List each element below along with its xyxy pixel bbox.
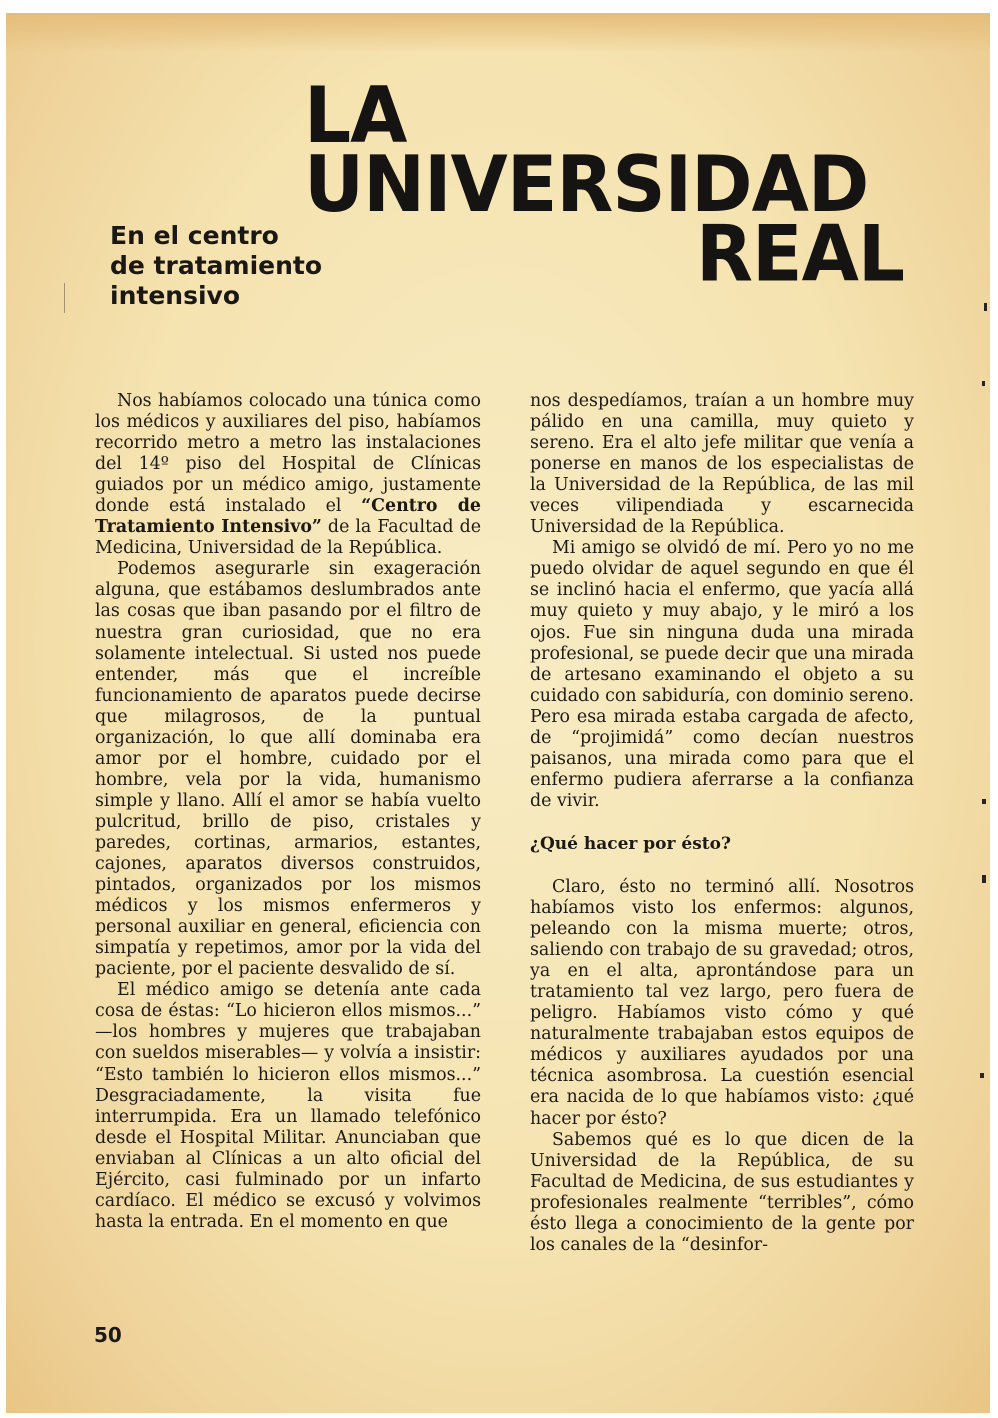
print-speck — [984, 303, 987, 311]
right-column — [530, 391, 914, 1256]
paragraph-text: de la Facultad de Medicina, Universidad de la República. — [95, 517, 481, 559]
magazine-page — [6, 13, 990, 1413]
print-speck — [64, 283, 65, 313]
subtitle-line-3: intensivo — [110, 281, 240, 310]
subtitle-line-1: En el centro — [110, 221, 279, 250]
paragraph: nos despedíamos, traían a un hombre muy pálido en una camilla, muy quieto y sereno. Era el alto jefe militar que venía a ponerse en manos de los especialistas de la Universidad de la República, de las mil veces vilipendiada y escarnecida Universidad de la República. — [530, 391, 914, 538]
article-subtitle — [110, 221, 370, 311]
paragraph: Mi amigo se olvidó de mí. Pero yo no me puedo olvidar de aquel segundo en que él se inclinó hacia el enfermo, que yacía allá muy quieto y muy abajo, y le miró a los ojos. Fue sin ninguna duda una mirada profesional, se puede decir que una mirada de artesano examinando el objeto a su cuidado con sabiduría, con dominio sereno. Pero esa mirada estaba cargada de afecto, de “projimidá” como decían nuestros paisanos, una mirada como para que el enfermo pudiera aferrarse a la confianza de vivir. — [530, 538, 914, 811]
title-line-3: REAL — [696, 209, 904, 300]
paragraph — [95, 391, 481, 559]
page-number: 50 — [94, 1323, 122, 1347]
left-column — [95, 391, 481, 1233]
paragraph: Podemos asegurarle sin exageración alguna, que estábamos deslumbrados ante las cosas que iban pasando por el filtro de nuestra gran curiosidad, que no era solamente intelectual. Si usted nos puede entender, más que el increíble funcionamiento de aparatos puede decirse que milagrosos, de la puntual organización, lo que allí dominaba era amor por el hombre, cuidado por el hombre, vela por la vida, humanismo simple y llano. Allí el amor se había vuelto pulcritud, brillo de piso, cristales y paredes, cortinas, armarios, estantes, cajones, aparatos diversos construidos, pintados, organizados por los mismos médicos y los mismos enfermeros y personal auxiliar en general, eficiencia con simpatía y repetimos, amor por la vida del paciente, por el paciente desvalido de sí. — [95, 559, 481, 980]
title-line-2: UNIVERSIDAD — [304, 139, 869, 231]
paragraph-text: Nos habíamos colocado una túnica como los médicos y auxiliares del piso, habíamos recorrido metro a metro las instalaciones del 14º piso del Hospital de Clínicas guiados por un médico amigo, justamente donde está instalado el — [95, 391, 481, 517]
paragraph: El médico amigo se detenía ante cada cosa de éstas: “Lo hicieron ellos mismos...” —los hombres y mujeres que trabajaban con sueldos miserables— y volvía a insistir: “Esto también lo hicieron ellos mismos...” Desgraciadamente, la visita fue interrumpida. Era un llamado telefónico desde el Hospital Militar. Anunciaban que enviaban al Clínicas a un alto oficial del Ejército, casi fulminado por un infarto cardíaco. El médico se excusó y volvimos hasta la entrada. En el momento en que — [95, 980, 481, 1232]
print-speck — [980, 1073, 984, 1078]
print-speck — [982, 875, 986, 883]
print-speck — [982, 381, 985, 386]
paragraph: Sabemos qué es lo que dicen de la Universidad de la República, de su Facultad de Medicina, de sus estudiantes y profesionales realmente “terribles”, cómo ésto llega a conocimiento de la gente por los canales de la “desinfor- — [530, 1129, 914, 1255]
paragraph-bold-text: “Centro de Tratamiento Intensivo” — [95, 496, 481, 538]
subtitle-line-2: de tratamiento — [110, 251, 323, 280]
paragraph: Claro, ésto no terminó allí. Nosotros habíamos visto los enfermos: algunos, peleando con la misma muerte; otros, saliendo con trabajo de su gravedad; otros, ya en el alta, aprontándose para un tratamiento tal vez largo, pero fuera de peligro. Habíamos visto cómo y qué naturalmente trabajaban estos equipos de médicos y auxiliares ayudados por una técnica asombrosa. La cuestión esencial era nacida de lo que habíamos visto: ¿qué hacer por ésto? — [530, 876, 914, 1129]
section-heading: ¿Qué hacer por ésto? — [530, 833, 731, 854]
print-speck — [982, 799, 986, 804]
title-line-1: LA — [304, 70, 407, 161]
